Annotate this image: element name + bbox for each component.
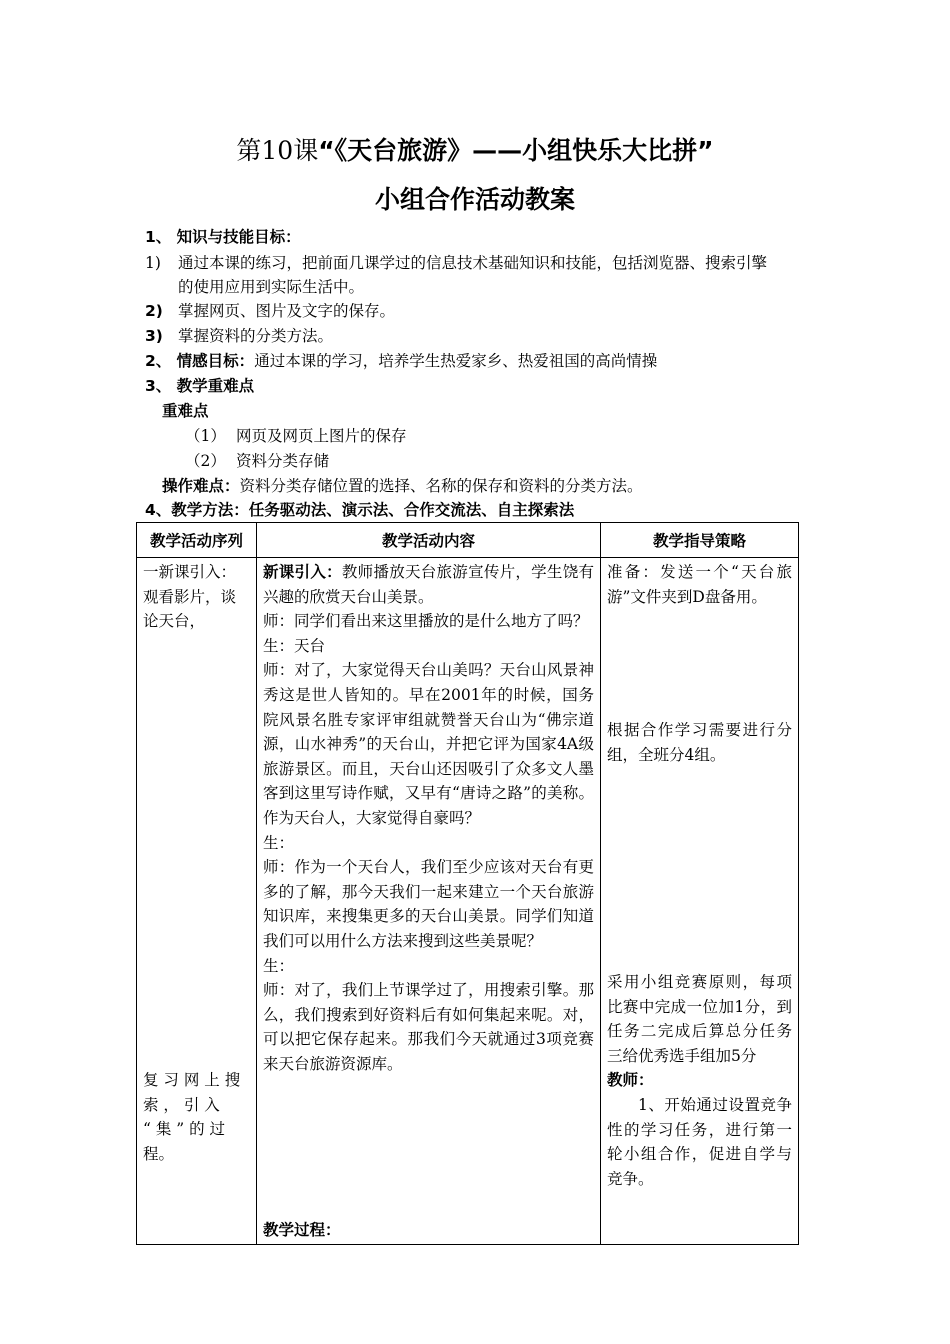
sequence-block-review: 复 习 网 上 搜 索 ， 引 入 “ 集 ” 的 过 程。 <box>143 1071 241 1163</box>
goal4-methods: 4、教学方法：任务驱动法、演示法、合作交流法、自主探索法 <box>145 501 575 519</box>
goal1-item2-number: 2) <box>145 302 163 320</box>
grouping-note: 根据合作学习需要进行分组，全班分4组。 <box>607 721 792 764</box>
difficulty-heading: 操作难点： <box>162 477 240 495</box>
lesson-title <box>0 134 950 168</box>
scoring-rule-note: 采用小组竞赛原则，每项比赛中完成一位加1分，到任务二完成后算总分任务三给优秀选手组加5分 <box>607 973 792 1065</box>
activity-sequence-cell <box>137 558 257 1245</box>
goal3-heading: 3、 教学重难点 <box>145 377 255 395</box>
activity-content-cell <box>257 558 601 1245</box>
lesson-subtitle: 小组合作活动教案 <box>374 185 575 214</box>
header-guidance-strategy: 教学指导策略 <box>601 523 799 558</box>
goal1-item3-number: 3) <box>145 327 163 345</box>
process-label: 教学过程： <box>263 1221 341 1239</box>
prep-note: 准备：发送一个“天台旅游”文件夹到D盘备用。 <box>607 563 792 606</box>
key-point1-text: 网页及网页上图片的保存 <box>236 427 407 445</box>
teacher-note: 1、开始通过设置竞争性的学习任务，进行第一轮小组合作，促进自学与竞争。 <box>607 1095 792 1188</box>
table-row <box>137 558 799 1245</box>
lesson-plan-table <box>136 522 799 1245</box>
key-point2-number: （2） <box>185 452 226 470</box>
dialogue-line: 生： <box>263 833 295 852</box>
key-points-heading: 重难点 <box>162 402 209 420</box>
goal2-heading: 2、 情感目标： <box>145 352 255 370</box>
intro-label: 新课引入： <box>263 563 342 581</box>
teacher-label: 教师： <box>607 1071 654 1090</box>
goal2-text: 通过本课的学习，培养学生热爱家乡、热爱祖国的高尚情操 <box>254 352 658 370</box>
key-point1-number: （1） <box>185 427 226 445</box>
dialogue-line: 生：天台 <box>263 636 326 655</box>
dialogue-line: 师：同学们看出来这里播放的是什么地方了吗？ <box>263 612 589 631</box>
goal1-item3-text: 掌握资料的分类方法。 <box>178 327 334 345</box>
key-point2-text: 资料分类存储 <box>236 452 330 470</box>
guidance-strategy-cell <box>601 558 799 1245</box>
dialogue-line: 师：作为一个天台人，我们至少应该对天台有更多的了解，那今天我们一起来建立一个天台旅游知识库，来搜集更多的天台山美景。同学们知道我们可以用什么方法来搜到这些美景呢？ <box>263 858 594 950</box>
intro-text: 教师播放天台旅游宣传片，学生饶有兴趣的欣赏天台山美景。 <box>263 563 594 606</box>
dialogue-line: 生： <box>263 956 295 975</box>
sequence-block-intro: 一新课引入： 观看影片，谈 论天台， <box>143 563 237 631</box>
header-activity-content: 教学活动内容 <box>257 523 601 558</box>
difficulty-text: 资料分类存储位置的选择、名称的保存和资料的分类方法。 <box>239 477 643 495</box>
dialogue-line: 师：对了，大家觉得天台山美吗？天台山风景神秀这是世人皆知的。早在2001年的时候，国务院风景名胜专家评审组就赞誉天台山为“佛宗道源，山水神秀”的天台山，并把它评为国家4A级旅游景区。而且，天台山还因吸引了众多文人墨客到这里写诗作赋，又早有“唐诗之路”的美称。作为天台人，大家觉得自豪吗？ <box>263 661 594 827</box>
goal1-item2-text: 掌握网页、图片及文字的保存。 <box>178 302 396 320</box>
dialogue-line: 师：对了，我们上节课学过了，用搜索引擎。那么，我们搜索到好资料后有如何集起来呢。对，可以把它保存起来。那我们今天就通过3项竞赛来天台旅游资源库。 <box>263 981 594 1073</box>
lesson-number: 第10课 <box>236 136 319 165</box>
goal1-item1-text: 通过本课的练习，把前面几课学过的信息技术基础知识和技能，包括浏览器、搜索引擎 <box>178 254 768 272</box>
goal1-item1-text-continued: 的使用应用到实际生活中。 <box>178 278 365 296</box>
goal1-item1-number: 1) <box>145 254 161 272</box>
goal1-heading: 1、 知识与技能目标： <box>145 228 301 246</box>
table-header-row <box>137 523 799 558</box>
header-activity-sequence: 教学活动序列 <box>137 523 257 558</box>
lesson-title-main: “《天台旅游》——小组快乐大比拼” <box>318 136 714 165</box>
